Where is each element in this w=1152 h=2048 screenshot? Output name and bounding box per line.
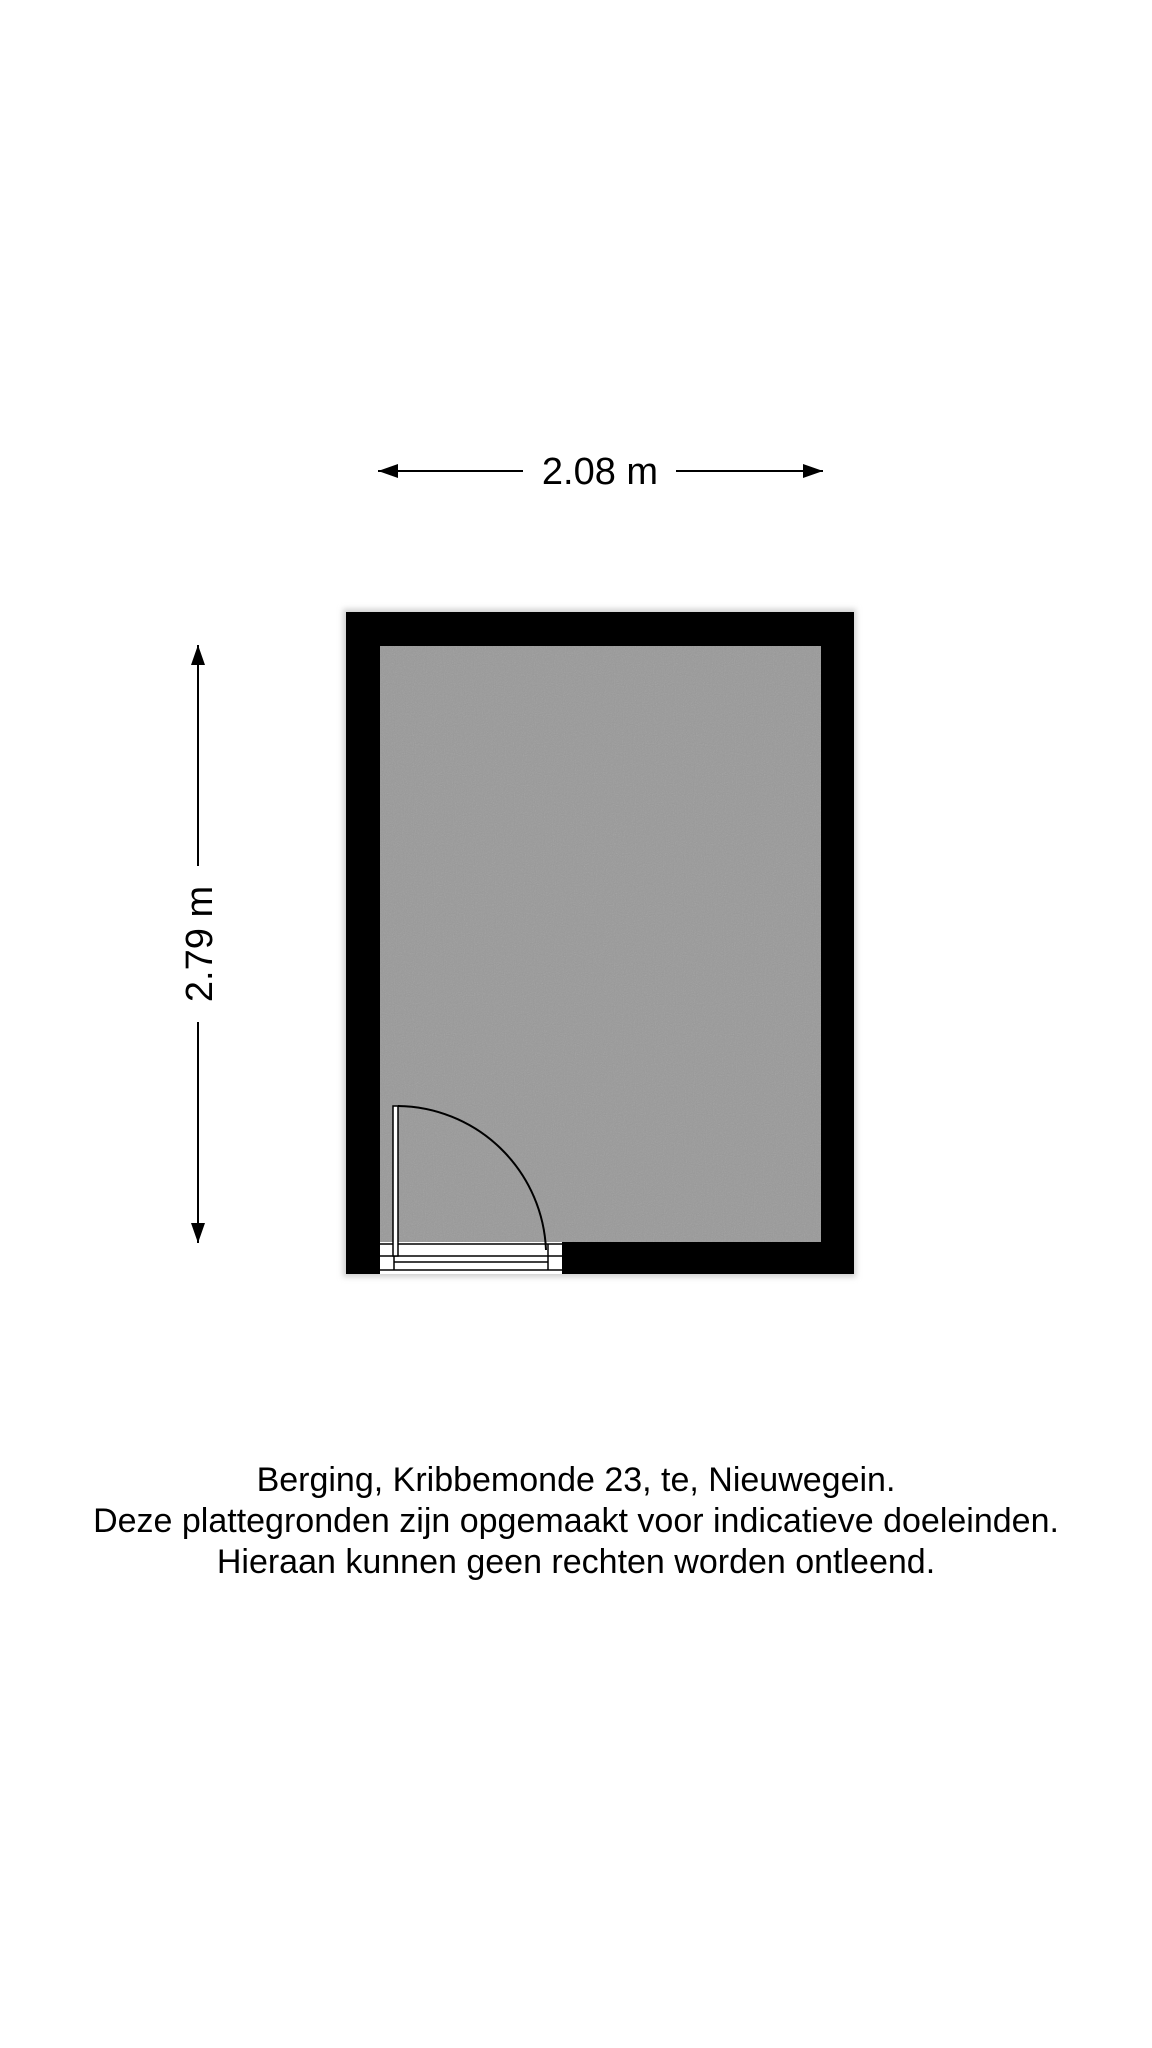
door-leaf [393, 1106, 398, 1256]
caption [0, 1460, 1152, 1583]
caption-line-rights: Hieraan kunnen geen rechten worden ontleend. [216, 1543, 936, 1581]
storage-room [343, 609, 856, 1277]
room-floor [380, 646, 821, 1242]
width-label: 2.08 m [541, 451, 659, 493]
caption-line-disclaimer: Deze plattegronden zijn opgemaakt voor indicatieve doeleinden. [93, 1502, 1059, 1540]
depth-dimension [179, 645, 221, 1243]
width-dimension [378, 451, 823, 493]
caption-line-address: Berging, Kribbemonde 23, te, Nieuwegein. [256, 1461, 896, 1499]
door-opening [380, 1242, 562, 1274]
depth-label: 2.79 m [179, 885, 221, 1003]
